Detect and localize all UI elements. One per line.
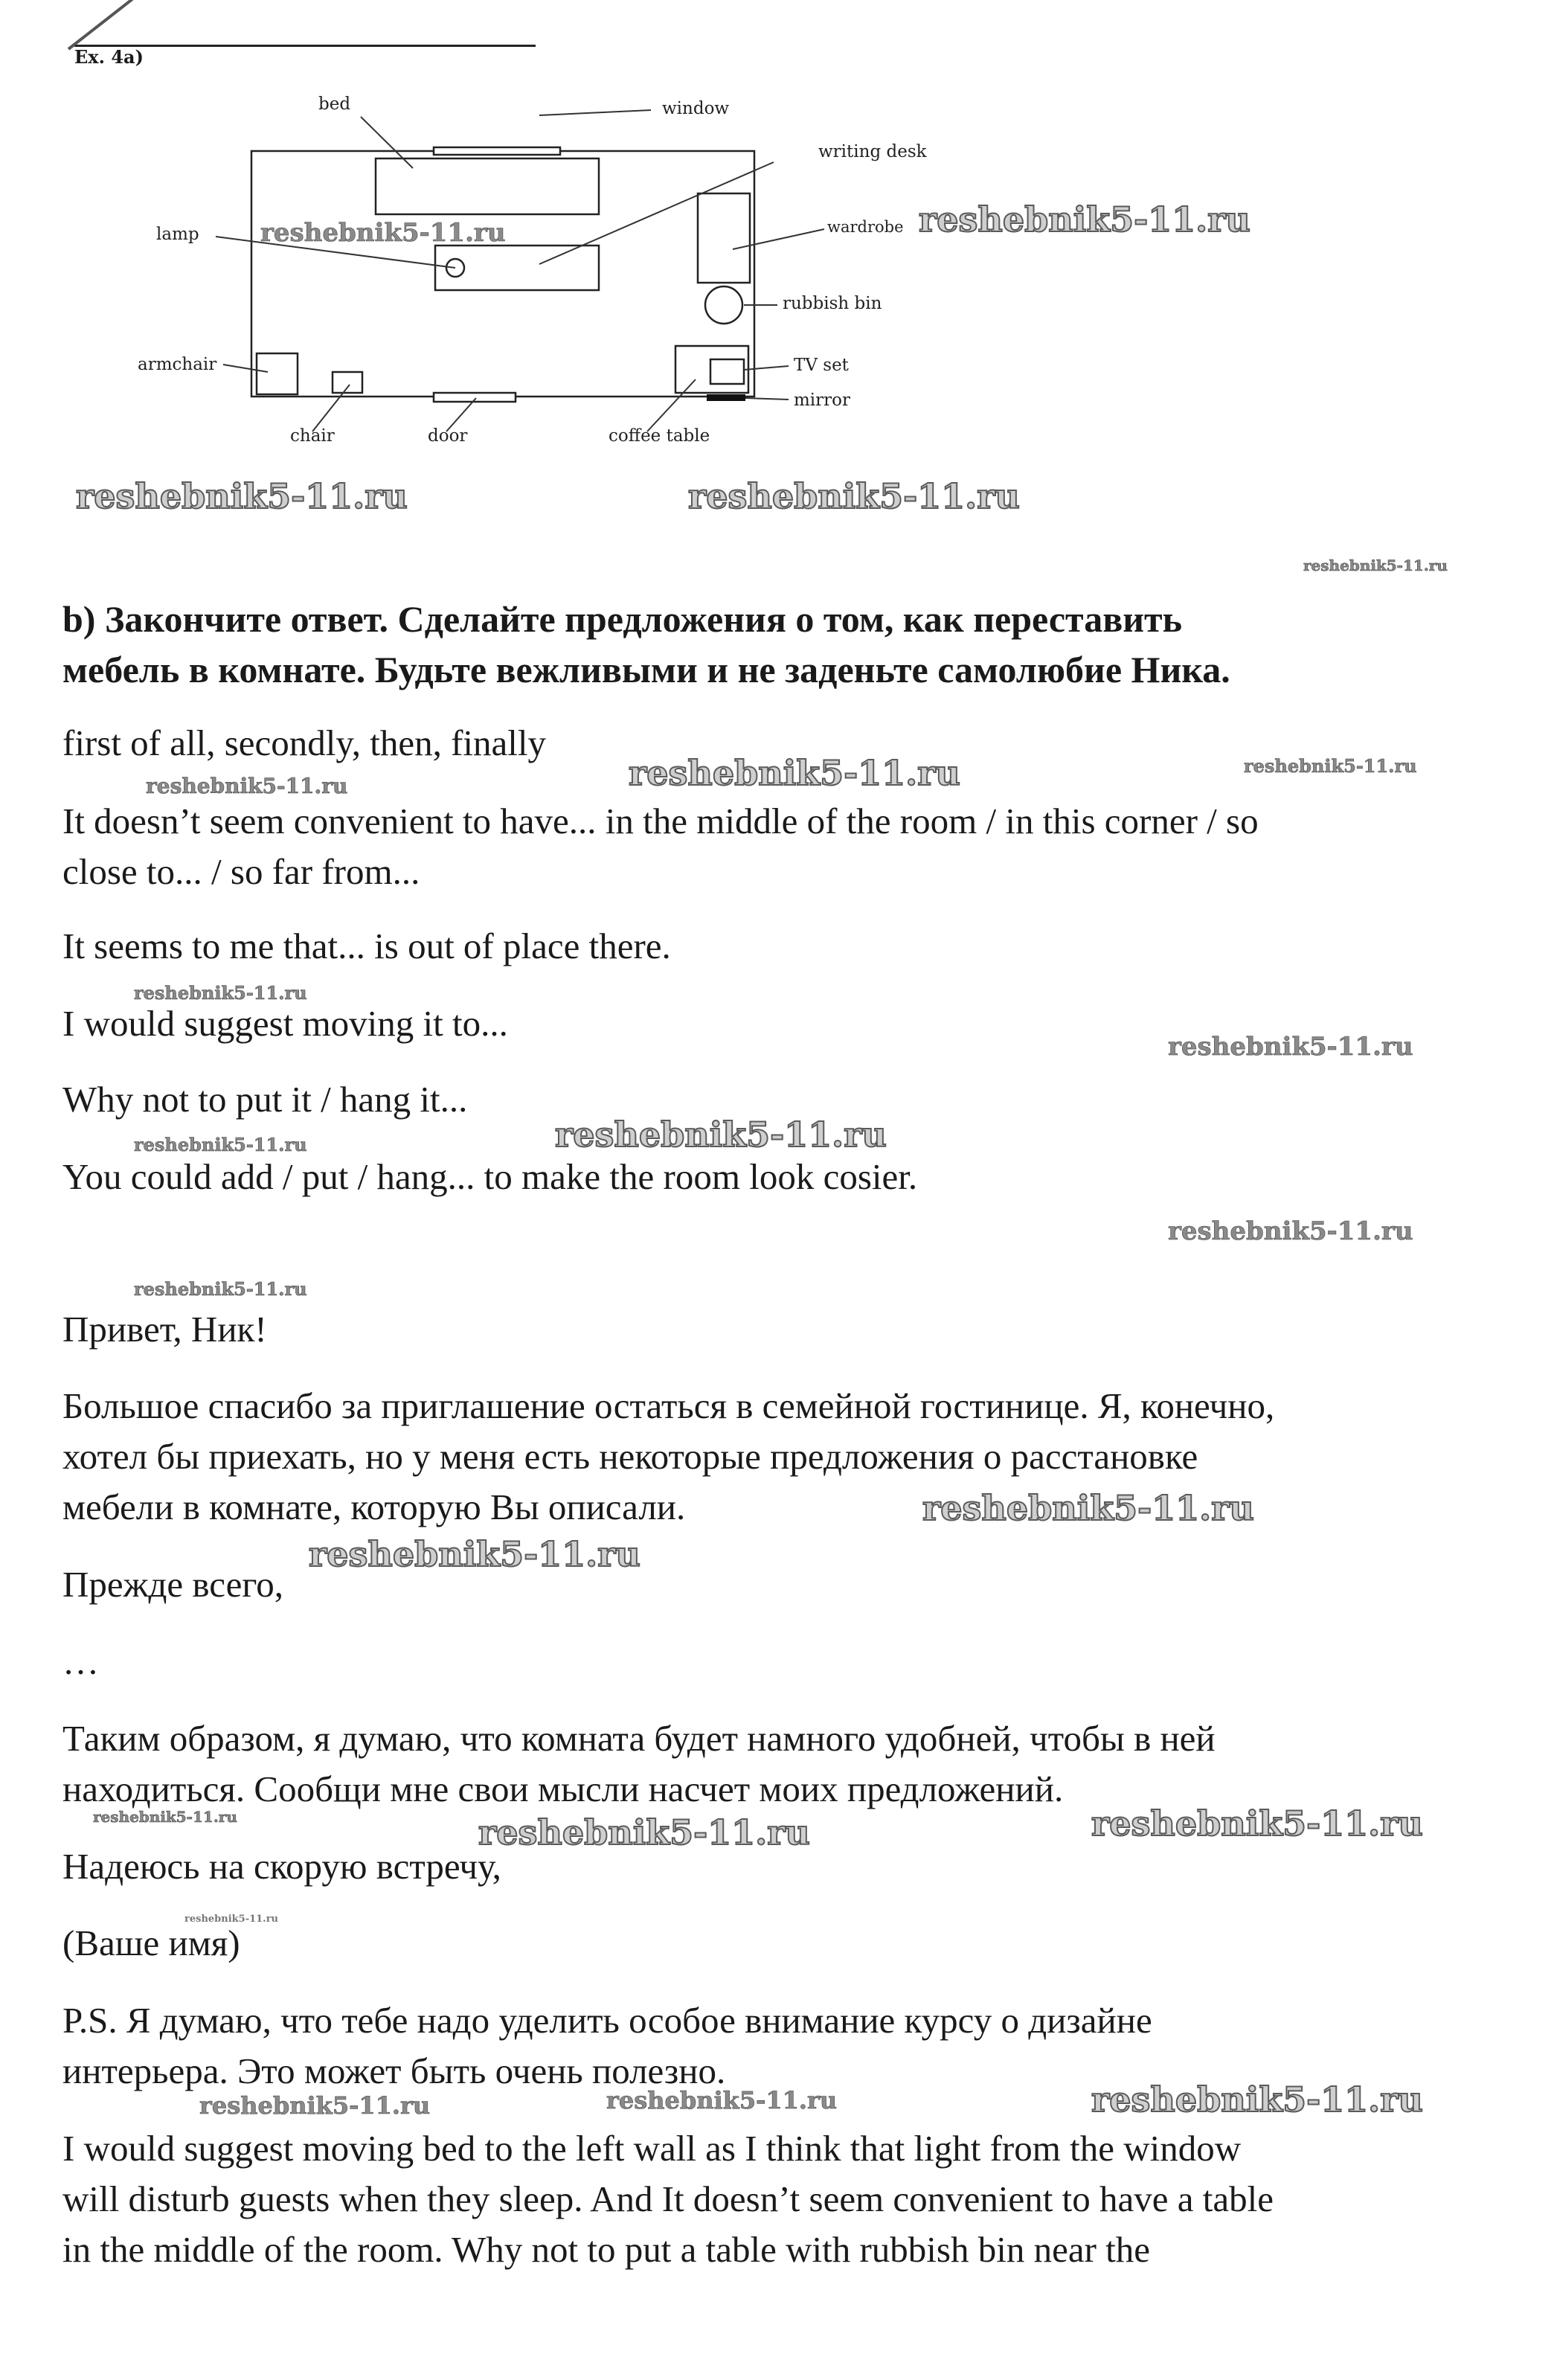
watermark: reshebnik5-11.ru	[1091, 2079, 1423, 2120]
watermark: reshebnik5-11.ru	[134, 1134, 307, 1155]
room-outline	[251, 151, 754, 397]
phrase-4: I would suggest moving it to...	[62, 1003, 508, 1044]
answer-line-1: I would suggest moving bed to the left wall as I think that light from the window	[62, 2128, 1242, 2169]
letter-para-1-line-1: Большое спасибо за приглашение остаться в семейной гостинице. Я, конечно,	[62, 1385, 1275, 1426]
watermark: reshebnik5-11.ru	[1303, 556, 1448, 574]
bed-shape	[376, 158, 599, 214]
phrase-5: Why not to put it / hang it...	[62, 1079, 468, 1120]
watermark: reshebnik5-11.ru	[184, 1914, 279, 1925]
watermark: reshebnik5-11.ru	[606, 2086, 838, 2114]
label-rubbish-bin: rubbish bin	[783, 294, 882, 313]
mirror-shape	[707, 394, 745, 401]
phrase-1: first of all, secondly, then, finally	[62, 722, 546, 763]
leader-coffee-table	[647, 379, 696, 432]
window-shape	[434, 147, 560, 155]
rubbish-bin-shape	[705, 286, 742, 324]
watermark: reshebnik5-11.ru	[199, 2091, 431, 2120]
chair-shape	[333, 372, 362, 393]
watermark: reshebnik5-11.ru	[629, 753, 960, 793]
task-b-line-2: мебель в комнате. Будьте вежливыми и не заденьте самолюбие Ника.	[62, 649, 1230, 690]
room-plan-diagram	[0, 0, 1554, 536]
label-armchair: armchair	[138, 355, 217, 374]
leader-tv-set	[744, 366, 789, 370]
label-tv-set: TV set	[794, 356, 849, 375]
label-window: window	[662, 99, 730, 118]
watermark: reshebnik5-11.ru	[919, 199, 1250, 240]
letter-para-1-line-3: мебели в комнате, которую Вы описали.	[62, 1486, 686, 1527]
watermark: reshebnik5-11.ru	[688, 476, 1020, 516]
watermark: reshebnik5-11.ru	[93, 1808, 237, 1826]
exercise-label: Ex. 4a)	[74, 46, 144, 68]
watermark: reshebnik5-11.ru	[478, 1812, 810, 1853]
letter-conclusion-line-1: Таким образом, я думаю, что комната будет намного удобней, чтобы в ней	[62, 1718, 1216, 1759]
letter-ellipsis: …	[62, 1641, 99, 1682]
watermark: reshebnik5-11.ru	[146, 774, 348, 798]
label-coffee-table: coffee table	[609, 426, 710, 446]
letter-ps-line-1: P.S. Я думаю, что тебе надо уделить особое внимание курсу о дизайне	[62, 2000, 1152, 2041]
leader-window	[539, 110, 651, 115]
label-bed: bed	[318, 94, 351, 114]
letter-ps-line-2: интерьера. Это может быть очень полезно.	[62, 2050, 726, 2091]
label-writing-desk: writing desk	[818, 142, 927, 161]
letter-greeting: Привет, Ник!	[62, 1309, 267, 1350]
armchair-shape	[257, 353, 298, 394]
watermark: reshebnik5-11.ru	[309, 1534, 640, 1574]
watermark: reshebnik5-11.ru	[260, 218, 506, 248]
watermark: reshebnik5-11.ru	[76, 476, 408, 516]
letter-signature: (Ваше имя)	[62, 1922, 240, 1963]
phrase-3: It seems to me that... is out of place there.	[62, 926, 671, 966]
watermark: reshebnik5-11.ru	[555, 1114, 887, 1155]
watermark: reshebnik5-11.ru	[1168, 1216, 1413, 1246]
watermark: reshebnik5-11.ru	[1168, 1032, 1413, 1062]
tv-set-shape	[710, 359, 744, 384]
phrase-2-line-1: It doesn’t seem convenient to have... in the middle of the room / in this corner / so	[62, 801, 1259, 841]
label-chair: chair	[290, 426, 335, 446]
letter-closing: Надеюсь на скорую встречу,	[62, 1846, 501, 1887]
coffee-table-shape	[675, 346, 748, 393]
label-lamp: lamp	[156, 225, 199, 244]
leader-mirror	[745, 398, 789, 400]
watermark: reshebnik5-11.ru	[134, 1278, 307, 1300]
leader-writing-desk	[539, 162, 774, 264]
watermark: reshebnik5-11.ru	[134, 982, 307, 1004]
wardrobe-shape	[698, 193, 750, 283]
leader-chair	[312, 385, 350, 432]
watermark: reshebnik5-11.ru	[922, 1488, 1254, 1528]
watermark: reshebnik5-11.ru	[1244, 755, 1417, 777]
leader-armchair	[223, 365, 268, 372]
leader-bed	[361, 117, 413, 168]
watermark: reshebnik5-11.ru	[1091, 1803, 1423, 1844]
phrase-2-line-2: close to... / so far from...	[62, 851, 420, 892]
label-door: door	[428, 426, 468, 446]
letter-conclusion-line-2: находиться. Сообщи мне свои мысли насчет моих предложений.	[62, 1768, 1064, 1809]
task-b-line-1: b) Закончите ответ. Сделайте предложения о том, как переставить	[62, 598, 1183, 640]
leader-wardrobe	[733, 229, 824, 249]
answer-line-2: will disturb guests when they sleep. And It doesn’t seem convenient to have a table	[62, 2178, 1274, 2219]
letter-para-1-line-2: хотел бы приехать, но у меня есть некоторые предложения о расстановке	[62, 1436, 1198, 1477]
phrase-6: You could add / put / hang... to make the room look cosier.	[62, 1156, 918, 1197]
label-mirror: mirror	[794, 391, 850, 410]
letter-first-of-all: Прежде всего,	[62, 1564, 283, 1605]
writing-desk-shape	[435, 246, 599, 290]
answer-line-3: in the middle of the room. Why not to put a table with rubbish bin near the	[62, 2229, 1151, 2270]
label-wardrobe: wardrobe	[827, 218, 904, 236]
